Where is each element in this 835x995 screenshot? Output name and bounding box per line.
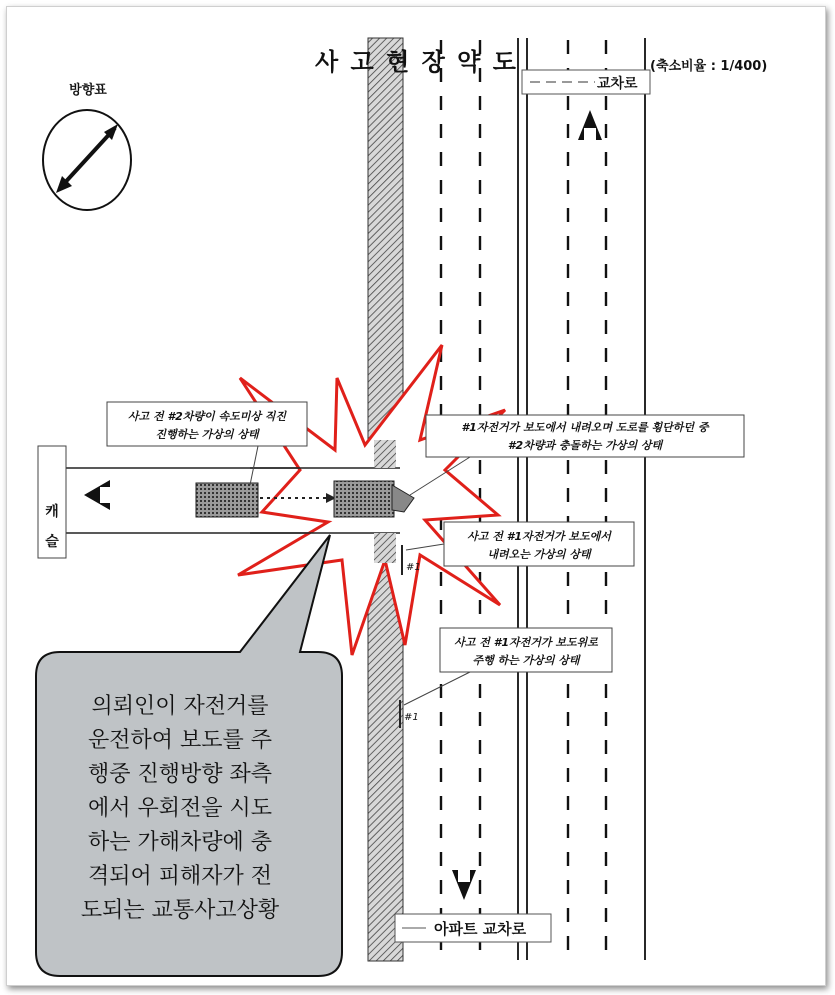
bubble-line-2: 운전하여 보도를 주 [87, 728, 272, 753]
bubble-line-1: 의뢰인이 자전거를 [91, 694, 269, 719]
bubble-line-4: 에서 우회전을 시도 [87, 796, 272, 821]
bubble-line-7: 도되는 교통사고상황 [80, 898, 280, 923]
note-car-before [107, 402, 307, 446]
note-bike-riding-leader [404, 672, 470, 705]
bike-marker-1: #1 [406, 562, 421, 573]
bubble-line-3: 행중 진행방향 좌측 [87, 762, 272, 787]
car-before [196, 483, 258, 517]
note-bike-descending-line-2: 내려오는 가상의 상태 [487, 548, 591, 561]
bubble-line-6: 격되어 피해자가 전 [87, 864, 272, 889]
bubble-line-5: 하는 가해차량에 충 [87, 830, 272, 855]
arrow-left-icon [84, 480, 110, 510]
arrow-up-icon [578, 110, 602, 140]
note-bike-descending-line-1: 사고 전 #1자전거가 보도에서 [467, 530, 611, 543]
compass-label: 방향표 [69, 83, 107, 98]
car-collision [334, 481, 394, 517]
top-intersection-label: 교차로 [597, 76, 638, 92]
note-collision-line-2: #2차량과 충돌하는 가상의 상태 [507, 439, 663, 452]
side-road-label-1: 캐 [45, 504, 59, 520]
note-car-before-line-1: 사고 전 #2차량이 속도미상 직진 [127, 410, 287, 423]
note-bike-descending [444, 522, 634, 566]
burst-sidewalk-top [374, 440, 396, 468]
speech-bubble-text [30, 690, 330, 928]
note-bike-riding [440, 628, 612, 672]
side-road-label-2: 슬 [45, 534, 59, 550]
scale-label: (축소비율 : 1/400) [650, 59, 768, 74]
note-collision [426, 415, 744, 457]
arrow-down-icon [452, 870, 476, 900]
page-title: 사 고 현 장 약 도 [315, 48, 518, 76]
note-bike-riding-line-1: 사고 전 #1자전거가 보도위로 [454, 636, 598, 649]
bottom-intersection-label: 아파트 교차로 [434, 920, 527, 938]
note-bike-riding-line-2: 주행 하는 가상의 상태 [472, 654, 580, 667]
note-car-before-leader [250, 446, 258, 485]
note-car-before-line-2: 진행하는 가상의 상태 [155, 428, 259, 441]
note-collision-line-1: #1자전거가 보도에서 내려오며 도로를 횡단하던 중 [461, 421, 709, 434]
bike-marker-2: #1 [404, 712, 419, 723]
burst-sidewalk-bottom [374, 533, 396, 563]
